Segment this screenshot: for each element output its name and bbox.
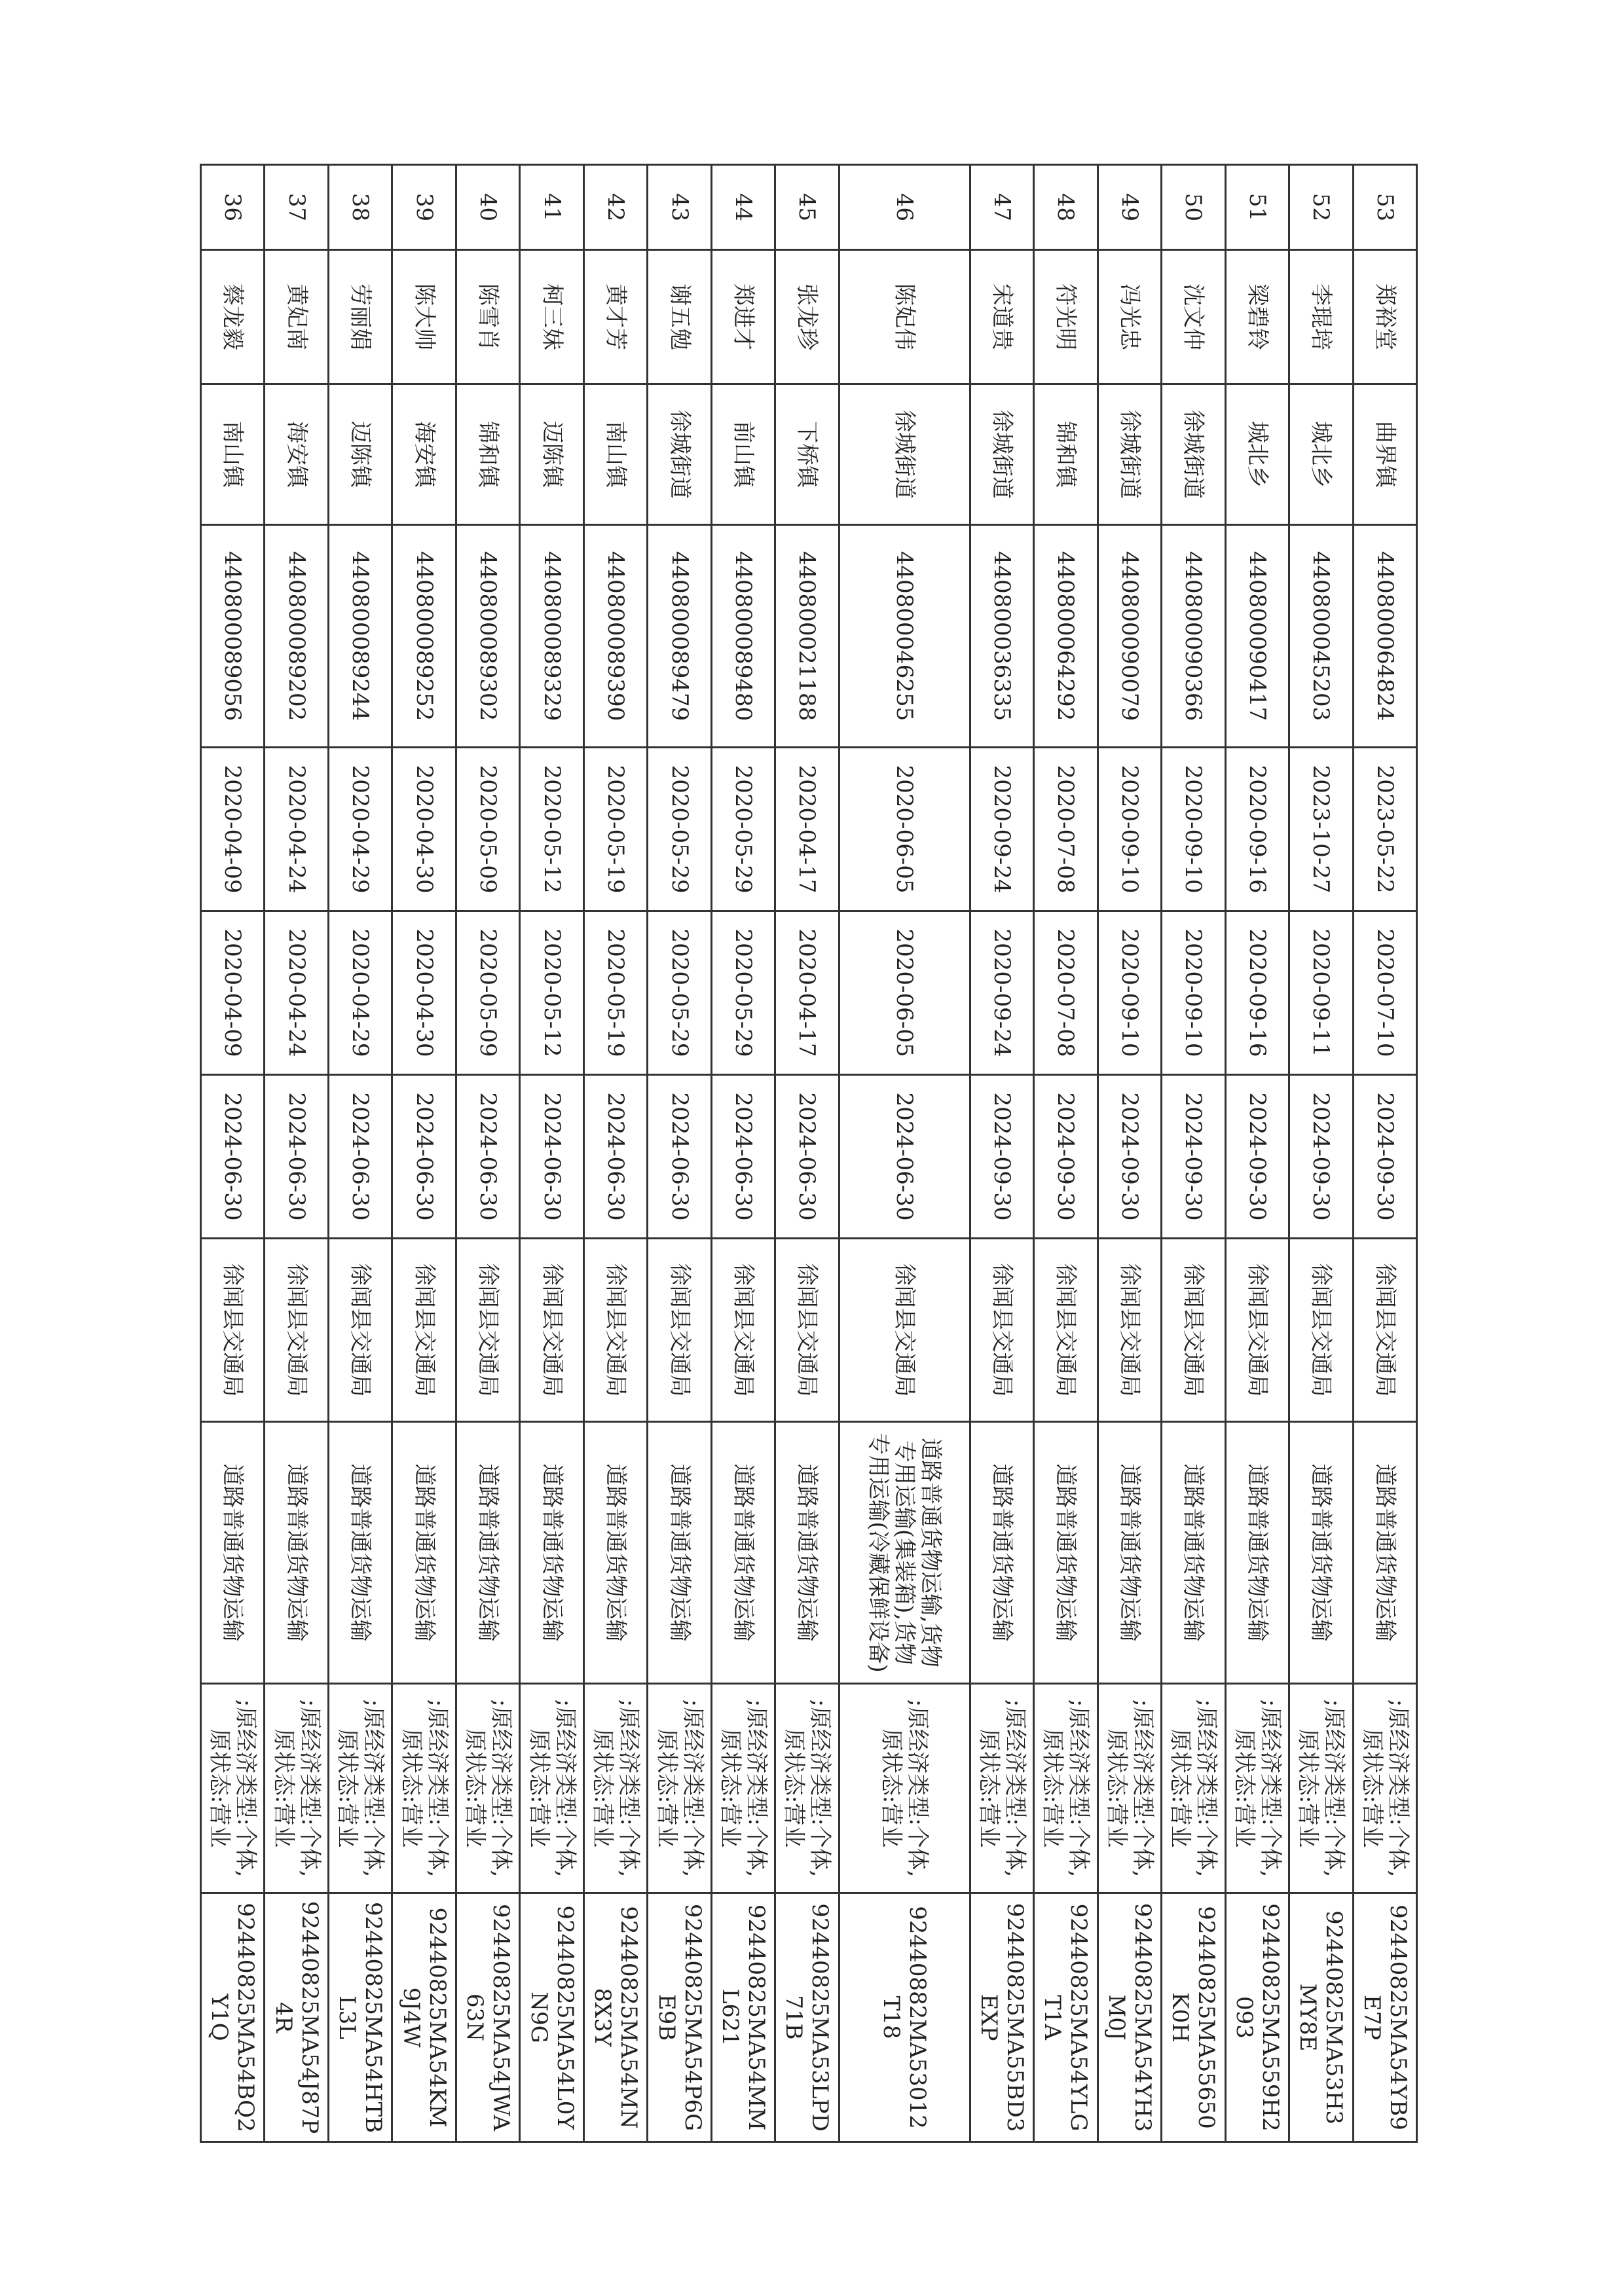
table-row [711, 165, 775, 2142]
table-row [1353, 165, 1416, 2142]
issue-date-cell: 2020-04-09 [201, 748, 265, 911]
remark-cell: ;原经济类型:个体,原状态:营业 [648, 1684, 711, 1893]
table-body [201, 165, 1417, 2142]
name-cell: 梁碧铃 [1225, 250, 1289, 384]
license-number-cell: 440800090366 [1162, 525, 1225, 748]
issue-date-cell: 2020-04-30 [392, 748, 456, 911]
index-cell: 46 [839, 165, 970, 250]
credit-code-cell: 92440825MA54J87P4R [265, 1893, 328, 2142]
town-cell: 迈陈镇 [328, 384, 392, 525]
license-number-cell: 440800090417 [1225, 525, 1289, 748]
remark-cell: ;原经济类型:个体,原状态:营业 [1289, 1684, 1353, 1893]
credit-code-cell: 92440825MA53LPD71B [775, 1893, 839, 2142]
credit-code-cell: 92440825MA54MN8X3Y [583, 1893, 647, 2142]
business-scope-cell: 道路普通货物运输 [970, 1422, 1033, 1684]
credit-code-cell: 92440825MA54JWA63N [456, 1893, 519, 2142]
issue-date-cell: 2020-05-29 [711, 748, 775, 911]
start-date-cell: 2020-06-05 [839, 911, 970, 1075]
credit-code-cell: 92440825MA55650K0H [1162, 1893, 1225, 2142]
authority-cell: 徐闻县交通局 [201, 1239, 265, 1422]
index-cell: 49 [1098, 165, 1161, 250]
name-cell: 蔡龙毅 [201, 250, 265, 384]
issue-date-cell: 2020-09-24 [970, 748, 1033, 911]
index-cell: 53 [1353, 165, 1416, 250]
name-cell: 沈文仲 [1162, 250, 1225, 384]
start-date-cell: 2020-04-29 [328, 911, 392, 1075]
table-row [520, 165, 583, 2142]
table-row [583, 165, 647, 2142]
registration-table [200, 164, 1418, 2143]
credit-code-cell: 92440882MA53012T18 [839, 1893, 970, 2142]
business-scope-cell: 道路普通货物运输 [1289, 1422, 1353, 1684]
table-row [1034, 165, 1098, 2142]
name-cell: 郑进才 [711, 250, 775, 384]
license-number-cell: 440800064292 [1034, 525, 1098, 748]
remark-cell: ;原经济类型:个体,原状态:营业 [392, 1684, 456, 1893]
remark-cell: ;原经济类型:个体,原状态:营业 [970, 1684, 1033, 1893]
index-cell: 42 [583, 165, 647, 250]
business-scope-cell: 道路普通货物运输 [1353, 1422, 1416, 1684]
remark-cell: ;原经济类型:个体,原状态:营业 [520, 1684, 583, 1893]
name-cell: 陈大帅 [392, 250, 456, 384]
credit-code-cell: 92440825MA54MML621 [711, 1893, 775, 2142]
business-scope-cell: 道路普通货物运输 [328, 1422, 392, 1684]
authority-cell: 徐闻县交通局 [1353, 1239, 1416, 1422]
index-cell: 50 [1162, 165, 1225, 250]
remark-cell: ;原经济类型:个体,原状态:营业 [775, 1684, 839, 1893]
remark-cell: ;原经济类型:个体,原状态:营业 [1034, 1684, 1098, 1893]
business-scope-cell: 道路普通货物运输 [201, 1422, 265, 1684]
authority-cell: 徐闻县交通局 [648, 1239, 711, 1422]
business-scope-cell: 道路普通货物运输 [1162, 1422, 1225, 1684]
end-date-cell: 2024-06-30 [839, 1075, 970, 1239]
town-cell: 锦和镇 [1034, 384, 1098, 525]
credit-code-cell: 92440825MA54KM9J4W [392, 1893, 456, 2142]
business-scope-cell: 道路普通货物运输 [711, 1422, 775, 1684]
end-date-cell: 2024-06-30 [265, 1075, 328, 1239]
end-date-cell: 2024-06-30 [711, 1075, 775, 1239]
name-cell: 黄妃南 [265, 250, 328, 384]
table-row [839, 165, 970, 2142]
issue-date-cell: 2020-09-10 [1162, 748, 1225, 911]
end-date-cell: 2024-06-30 [648, 1075, 711, 1239]
issue-date-cell: 2020-05-29 [648, 748, 711, 911]
issue-date-cell: 2020-04-24 [265, 748, 328, 911]
license-number-cell: 440800046255 [839, 525, 970, 748]
start-date-cell: 2020-05-12 [520, 911, 583, 1075]
index-cell: 51 [1225, 165, 1289, 250]
end-date-cell: 2024-06-30 [392, 1075, 456, 1239]
authority-cell: 徐闻县交通局 [775, 1239, 839, 1422]
start-date-cell: 2020-09-16 [1225, 911, 1289, 1075]
town-cell: 海安镇 [392, 384, 456, 525]
town-cell: 南山镇 [583, 384, 647, 525]
name-cell: 陈雪肖 [456, 250, 519, 384]
license-number-cell: 440800064824 [1353, 525, 1416, 748]
authority-cell: 徐闻县交通局 [456, 1239, 519, 1422]
credit-code-cell: 92440825MA54L0YN9G [520, 1893, 583, 2142]
issue-date-cell: 2020-06-05 [839, 748, 970, 911]
credit-code-cell: 92440825MA53H3MY8E [1289, 1893, 1353, 2142]
name-cell: 宋道贵 [970, 250, 1033, 384]
license-number-cell: 440800089202 [265, 525, 328, 748]
business-scope-cell: 道路普通货物运输 [392, 1422, 456, 1684]
issue-date-cell: 2023-05-22 [1353, 748, 1416, 911]
town-cell: 城北乡 [1289, 384, 1353, 525]
end-date-cell: 2024-09-30 [1098, 1075, 1161, 1239]
start-date-cell: 2020-09-11 [1289, 911, 1353, 1075]
remark-cell: ;原经济类型:个体,原状态:营业 [839, 1684, 970, 1893]
business-scope-cell: 道路普通货物运输,货物专用运输(集装箱),货物专用运输(冷藏保鲜设备) [839, 1422, 970, 1684]
business-scope-cell: 道路普通货物运输 [265, 1422, 328, 1684]
authority-cell: 徐闻县交通局 [520, 1239, 583, 1422]
table-row [1289, 165, 1353, 2142]
remark-cell: ;原经济类型:个体,原状态:营业 [583, 1684, 647, 1893]
start-date-cell: 2020-05-29 [711, 911, 775, 1075]
name-cell: 郑裕堂 [1353, 250, 1416, 384]
town-cell: 南山镇 [201, 384, 265, 525]
license-number-cell: 440800089329 [520, 525, 583, 748]
name-cell: 张龙珍 [775, 250, 839, 384]
license-number-cell: 440800045203 [1289, 525, 1353, 748]
name-cell: 柯三妹 [520, 250, 583, 384]
start-date-cell: 2020-09-10 [1098, 911, 1161, 1075]
index-cell: 38 [328, 165, 392, 250]
start-date-cell: 2020-09-10 [1162, 911, 1225, 1075]
remark-cell: ;原经济类型:个体,原状态:营业 [1098, 1684, 1161, 1893]
license-number-cell: 440800089390 [583, 525, 647, 748]
name-cell: 谢五勉 [648, 250, 711, 384]
end-date-cell: 2024-09-30 [1289, 1075, 1353, 1239]
business-scope-cell: 道路普通货物运输 [520, 1422, 583, 1684]
index-cell: 41 [520, 165, 583, 250]
remark-cell: ;原经济类型:个体,原状态:营业 [711, 1684, 775, 1893]
start-date-cell: 2020-04-24 [265, 911, 328, 1075]
end-date-cell: 2024-06-30 [520, 1075, 583, 1239]
town-cell: 海安镇 [265, 384, 328, 525]
license-number-cell: 440800021188 [775, 525, 839, 748]
business-scope-cell: 道路普通货物运输 [775, 1422, 839, 1684]
table-row [1098, 165, 1161, 2142]
authority-cell: 徐闻县交通局 [583, 1239, 647, 1422]
end-date-cell: 2024-09-30 [1034, 1075, 1098, 1239]
table-row [328, 165, 392, 2142]
index-cell: 48 [1034, 165, 1098, 250]
license-number-cell: 440800089056 [201, 525, 265, 748]
credit-code-cell: 92440825MA54YH3M0J [1098, 1893, 1161, 2142]
town-cell: 城北乡 [1225, 384, 1289, 525]
start-date-cell: 2020-05-29 [648, 911, 711, 1075]
table-row [265, 165, 328, 2142]
town-cell: 前山镇 [711, 384, 775, 525]
index-cell: 44 [711, 165, 775, 250]
remark-cell: ;原经济类型:个体,原状态:营业 [201, 1684, 265, 1893]
authority-cell: 徐闻县交通局 [1034, 1239, 1098, 1422]
issue-date-cell: 2020-09-16 [1225, 748, 1289, 911]
credit-code-cell: 92440825MA54YLGT1A [1034, 1893, 1098, 2142]
table-row [775, 165, 839, 2142]
remark-cell: ;原经济类型:个体,原状态:营业 [1353, 1684, 1416, 1893]
name-cell: 李琨培 [1289, 250, 1353, 384]
town-cell: 徐城街道 [970, 384, 1033, 525]
index-cell: 45 [775, 165, 839, 250]
issue-date-cell: 2020-09-10 [1098, 748, 1161, 911]
authority-cell: 徐闻县交通局 [1162, 1239, 1225, 1422]
license-number-cell: 440800090079 [1098, 525, 1161, 748]
town-cell: 徐城街道 [648, 384, 711, 525]
remark-cell: ;原经济类型:个体,原状态:营业 [1225, 1684, 1289, 1893]
business-scope-cell: 道路普通货物运输 [456, 1422, 519, 1684]
index-cell: 40 [456, 165, 519, 250]
name-cell: 符光明 [1034, 250, 1098, 384]
authority-cell: 徐闻县交通局 [970, 1239, 1033, 1422]
remark-cell: ;原经济类型:个体,原状态:营业 [265, 1684, 328, 1893]
table-row [1225, 165, 1289, 2142]
index-cell: 52 [1289, 165, 1353, 250]
town-cell: 徐城街道 [1162, 384, 1225, 525]
license-number-cell: 440800089252 [392, 525, 456, 748]
start-date-cell: 2020-07-10 [1353, 911, 1416, 1075]
credit-code-cell: 92440825MA559H2093 [1225, 1893, 1289, 2142]
authority-cell: 徐闻县交通局 [328, 1239, 392, 1422]
start-date-cell: 2020-09-24 [970, 911, 1033, 1075]
remark-cell: ;原经济类型:个体,原状态:营业 [328, 1684, 392, 1893]
end-date-cell: 2024-06-30 [328, 1075, 392, 1239]
index-cell: 36 [201, 165, 265, 250]
end-date-cell: 2024-09-30 [970, 1075, 1033, 1239]
end-date-cell: 2024-09-30 [1225, 1075, 1289, 1239]
town-cell: 锦和镇 [456, 384, 519, 525]
business-scope-cell: 道路普通货物运输 [1034, 1422, 1098, 1684]
start-date-cell: 2020-04-17 [775, 911, 839, 1075]
end-date-cell: 2024-06-30 [583, 1075, 647, 1239]
remark-cell: ;原经济类型:个体,原状态:营业 [456, 1684, 519, 1893]
table-row [648, 165, 711, 2142]
table-row [392, 165, 456, 2142]
remark-cell: ;原经济类型:个体,原状态:营业 [1162, 1684, 1225, 1893]
credit-code-cell: 92440825MA54HTBL3L [328, 1893, 392, 2142]
index-cell: 47 [970, 165, 1033, 250]
authority-cell: 徐闻县交通局 [839, 1239, 970, 1422]
license-number-cell: 440800089479 [648, 525, 711, 748]
start-date-cell: 2020-07-08 [1034, 911, 1098, 1075]
credit-code-cell: 92440825MA54P6GE9B [648, 1893, 711, 2142]
start-date-cell: 2020-04-09 [201, 911, 265, 1075]
name-cell: 冯光忠 [1098, 250, 1161, 384]
table-row [1162, 165, 1225, 2142]
end-date-cell: 2024-09-30 [1162, 1075, 1225, 1239]
business-scope-cell: 道路普通货物运输 [1098, 1422, 1161, 1684]
town-cell: 下桥镇 [775, 384, 839, 525]
credit-code-cell: 92440825MA54YB9E7P [1353, 1893, 1416, 2142]
issue-date-cell: 2020-04-17 [775, 748, 839, 911]
credit-code-cell: 92440825MA55BD3EXP [970, 1893, 1033, 2142]
business-scope-cell: 道路普通货物运输 [1225, 1422, 1289, 1684]
issue-date-cell: 2020-05-09 [456, 748, 519, 911]
table-row [970, 165, 1033, 2142]
index-cell: 37 [265, 165, 328, 250]
authority-cell: 徐闻县交通局 [392, 1239, 456, 1422]
authority-cell: 徐闻县交通局 [1225, 1239, 1289, 1422]
license-number-cell: 440800089302 [456, 525, 519, 748]
town-cell: 迈陈镇 [520, 384, 583, 525]
table-row [201, 165, 265, 2142]
authority-cell: 徐闻县交通局 [711, 1239, 775, 1422]
index-cell: 39 [392, 165, 456, 250]
credit-code-cell: 92440825MA54BQ2Y1Q [201, 1893, 265, 2142]
table-row [456, 165, 519, 2142]
rotated-table-wrapper [200, 164, 1418, 2141]
start-date-cell: 2020-05-09 [456, 911, 519, 1075]
start-date-cell: 2020-05-19 [583, 911, 647, 1075]
town-cell: 曲界镇 [1353, 384, 1416, 525]
town-cell: 徐城街道 [1098, 384, 1161, 525]
name-cell: 劳丽娟 [328, 250, 392, 384]
town-cell: 徐城街道 [839, 384, 970, 525]
authority-cell: 徐闻县交通局 [1289, 1239, 1353, 1422]
business-scope-cell: 道路普通货物运输 [648, 1422, 711, 1684]
name-cell: 陈妃伟 [839, 250, 970, 384]
authority-cell: 徐闻县交通局 [1098, 1239, 1161, 1422]
issue-date-cell: 2020-05-19 [583, 748, 647, 911]
end-date-cell: 2024-06-30 [201, 1075, 265, 1239]
issue-date-cell: 2020-07-08 [1034, 748, 1098, 911]
name-cell: 黄才芳 [583, 250, 647, 384]
end-date-cell: 2024-06-30 [456, 1075, 519, 1239]
authority-cell: 徐闻县交通局 [265, 1239, 328, 1422]
end-date-cell: 2024-09-30 [1353, 1075, 1416, 1239]
issue-date-cell: 2020-05-12 [520, 748, 583, 911]
start-date-cell: 2020-04-30 [392, 911, 456, 1075]
issue-date-cell: 2020-04-29 [328, 748, 392, 911]
license-number-cell: 440800089480 [711, 525, 775, 748]
license-number-cell: 440800089244 [328, 525, 392, 748]
issue-date-cell: 2023-10-27 [1289, 748, 1353, 911]
license-number-cell: 440800036335 [970, 525, 1033, 748]
end-date-cell: 2024-06-30 [775, 1075, 839, 1239]
index-cell: 43 [648, 165, 711, 250]
business-scope-cell: 道路普通货物运输 [583, 1422, 647, 1684]
